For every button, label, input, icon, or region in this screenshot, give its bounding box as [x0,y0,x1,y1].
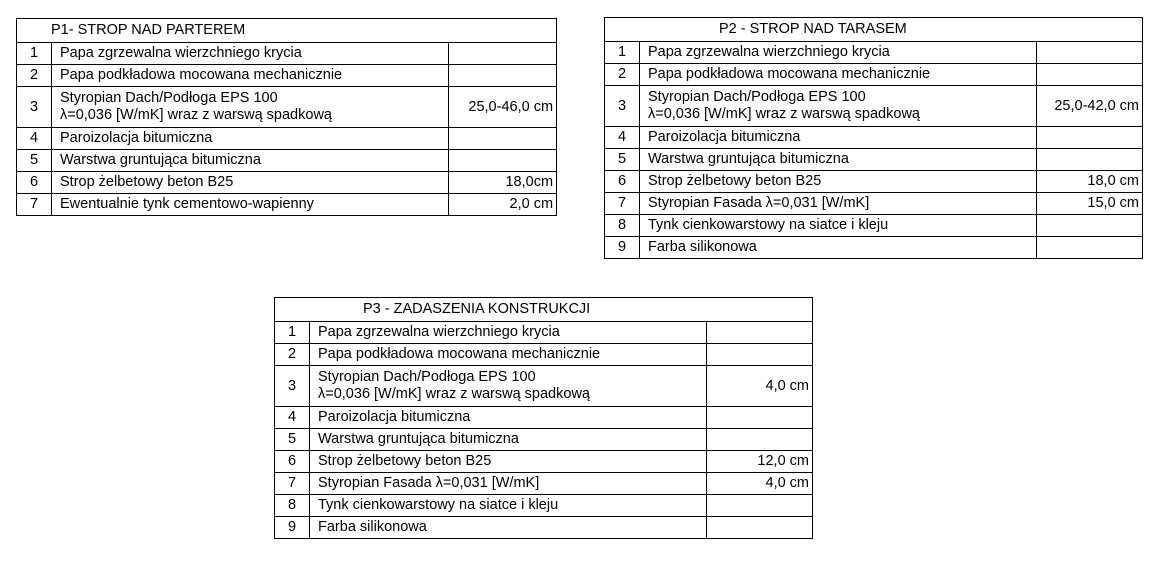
layer-thickness: 12,0 cm [707,451,813,473]
layer-description: Farba silikonowa [640,237,1037,259]
table-title: P3 - ZADASZENIA KONSTRUKCJI [275,298,813,322]
layer-table-p2 [604,17,1143,259]
layer-description: Paroizolacja bitumiczna [640,127,1037,149]
table-row [605,215,1143,237]
row-number: 5 [605,149,640,171]
table-row [275,473,813,495]
layer-description: Warstwa gruntująca bitumiczna [52,150,449,172]
table-row [275,451,813,473]
layer-description: Paroizolacja bitumiczna [310,407,707,429]
layer-thickness [1037,149,1143,171]
layer-thickness [1037,237,1143,259]
row-number: 3 [605,86,640,127]
row-number: 1 [17,43,52,65]
layer-thickness [1037,64,1143,86]
row-number: 8 [275,495,310,517]
row-number: 9 [605,237,640,259]
row-number: 7 [17,194,52,216]
table-row [605,149,1143,171]
table-row [605,171,1143,193]
row-number: 6 [17,172,52,194]
layer-thickness [1037,215,1143,237]
layer-thickness: 25,0-46,0 cm [449,87,557,128]
layer-description: Warstwa gruntująca bitumiczna [310,429,707,451]
layer-description-line: λ=0,036 [W/mK] wraz z warswą spadkową [648,106,920,122]
layer-description: Styropian Fasada λ=0,031 [W/mK] [310,473,707,495]
table-row [275,366,813,407]
layer-thickness [449,128,557,150]
layer-description [310,366,707,407]
row-number: 9 [275,517,310,539]
layer-description-line: Styropian Dach/Podłoga EPS 100 [648,89,866,106]
row-number: 5 [275,429,310,451]
row-number: 4 [275,407,310,429]
table-row [275,429,813,451]
layer-description: Papa podkładowa mocowana mechanicznie [310,344,707,366]
table-row [275,322,813,344]
table-row [17,87,557,128]
layer-description: Papa zgrzewalna wierzchniego krycia [310,322,707,344]
table-row [275,495,813,517]
layer-description-line: Styropian Dach/Podłoga EPS 100 [60,90,278,107]
row-number: 7 [275,473,310,495]
row-number: 4 [17,128,52,150]
layer-description: Papa podkładowa mocowana mechanicznie [640,64,1037,86]
table-row [275,344,813,366]
layer-description: Paroizolacja bitumiczna [52,128,449,150]
table-row [17,194,557,216]
layer-thickness [707,429,813,451]
layer-description: Farba silikonowa [310,517,707,539]
table-row [17,128,557,150]
layer-description [52,87,449,128]
layer-description: Strop żelbetowy beton B25 [310,451,707,473]
layer-thickness [707,407,813,429]
table-row [17,172,557,194]
layer-thickness [449,65,557,87]
layer-thickness [707,322,813,344]
layer-description-line: λ=0,036 [W/mK] wraz z warswą spadkową [318,386,590,402]
row-number: 7 [605,193,640,215]
row-number: 1 [275,322,310,344]
table-row [17,65,557,87]
table-row [605,42,1143,64]
row-number: 3 [17,87,52,128]
layer-description-line: λ=0,036 [W/mK] wraz z warswą spadkową [60,107,332,123]
layer-thickness: 4,0 cm [707,366,813,407]
table-row [275,407,813,429]
layer-description: Papa podkładowa mocowana mechanicznie [52,65,449,87]
layer-thickness: 4,0 cm [707,473,813,495]
table-row [605,86,1143,127]
row-number: 3 [275,366,310,407]
layer-thickness [1037,42,1143,64]
row-number: 1 [605,42,640,64]
row-number: 8 [605,215,640,237]
layer-description [640,86,1037,127]
layer-table-p1 [16,18,557,216]
table-title: P1- STROP NAD PARTEREM [17,19,557,43]
layer-description-line: Styropian Dach/Podłoga EPS 100 [318,369,536,386]
layer-thickness [707,517,813,539]
row-number: 2 [605,64,640,86]
layer-description: Strop żelbetowy beton B25 [640,171,1037,193]
row-number: 2 [275,344,310,366]
layer-thickness [1037,127,1143,149]
table-row [275,517,813,539]
row-number: 6 [605,171,640,193]
table-row [17,150,557,172]
row-number: 4 [605,127,640,149]
table-row [605,237,1143,259]
layer-thickness [707,495,813,517]
layer-thickness: 15,0 cm [1037,193,1143,215]
layer-description: Warstwa gruntująca bitumiczna [640,149,1037,171]
layer-thickness: 18,0cm [449,172,557,194]
layer-description: Ewentualnie tynk cementowo-wapienny [52,194,449,216]
row-number: 6 [275,451,310,473]
table-row [605,193,1143,215]
layer-description: Papa zgrzewalna wierzchniego krycia [640,42,1037,64]
layer-description: Papa zgrzewalna wierzchniego krycia [52,43,449,65]
layer-thickness [449,150,557,172]
layer-description: Tynk cienkowarstowy na siatce i kleju [310,495,707,517]
layer-description: Styropian Fasada λ=0,031 [W/mK] [640,193,1037,215]
layer-thickness: 25,0-42,0 cm [1037,86,1143,127]
layer-table-p3 [274,297,813,539]
layer-thickness [707,344,813,366]
row-number: 5 [17,150,52,172]
row-number: 2 [17,65,52,87]
layer-thickness [449,43,557,65]
layer-description: Strop żelbetowy beton B25 [52,172,449,194]
table-title: P2 - STROP NAD TARASEM [605,18,1143,42]
table-row [17,43,557,65]
table-row [605,127,1143,149]
layer-description: Tynk cienkowarstowy na siatce i kleju [640,215,1037,237]
layer-thickness: 18,0 cm [1037,171,1143,193]
table-row [605,64,1143,86]
layer-thickness: 2,0 cm [449,194,557,216]
